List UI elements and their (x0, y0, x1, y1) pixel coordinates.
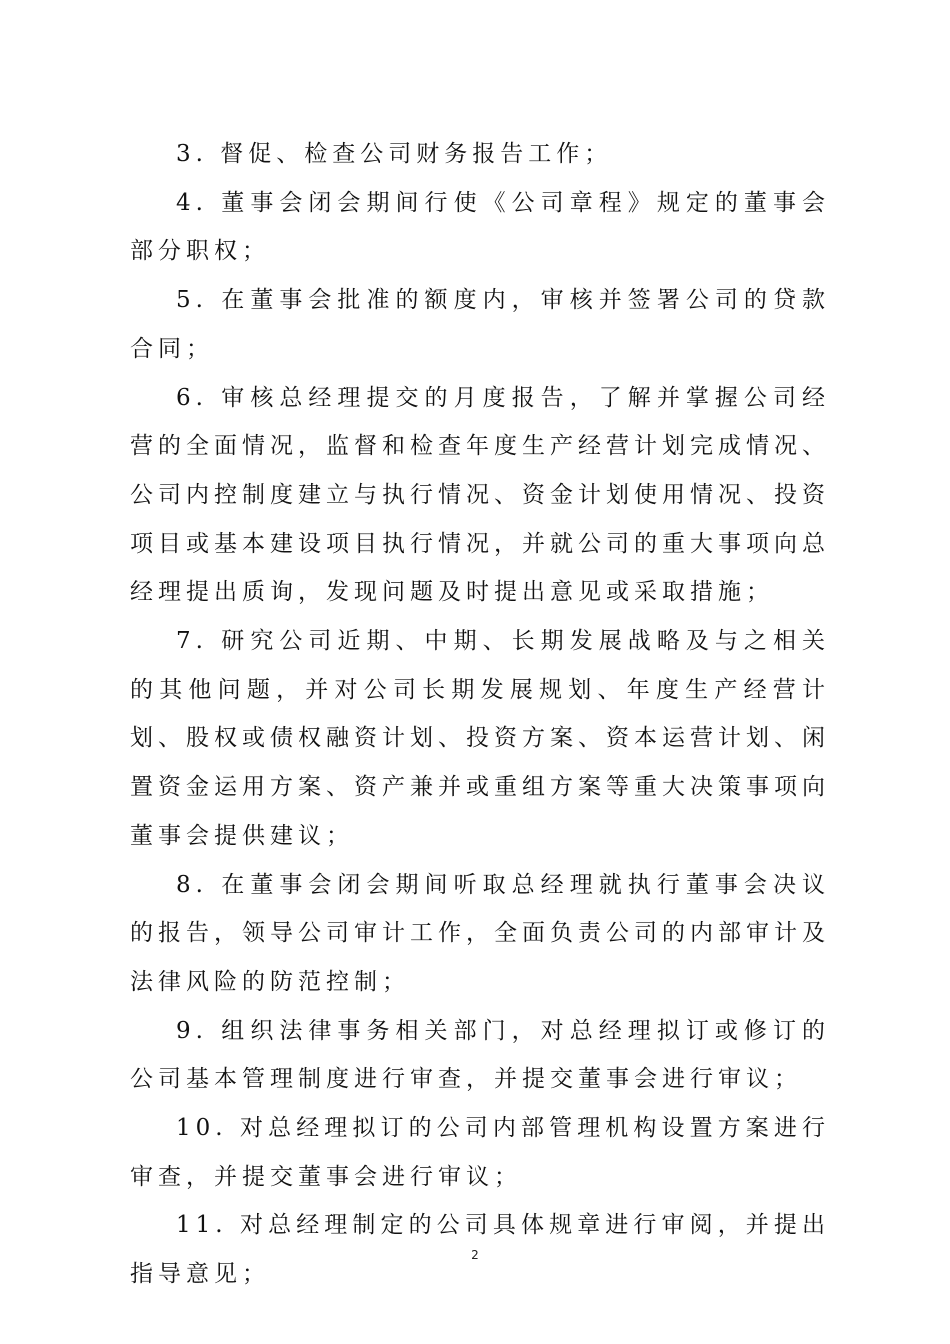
paragraph-item-7: 7. 研究公司近期、中期、长期发展战略及与之相关的其他问题，并对公司长期发展规划、年度生产经营计划、股权或债权融资计划、投资方案、资本运营计划、闲置资金运用方案、资产兼并或重组方案等重大决策事项向董事会提供建议； (130, 628, 830, 849)
paragraph-item-11: 11. 对总经理制定的公司具体规章进行审阅，并提出指导意见； (130, 1212, 830, 1288)
paragraph-item-3: 3. 督促、检查公司财务报告工作； (176, 141, 613, 167)
document-body (130, 130, 830, 1299)
paragraph-item-5: 5. 在董事会批准的额度内，审核并签署公司的贷款合同； (130, 287, 830, 362)
paragraph-item-9: 9. 组织法律事务相关部门，对总经理拟订或修订的公司基本管理制度进行审查，并提交董事会进行审议； (130, 1017, 830, 1093)
paragraph-item-8: 8. 在董事会闭会期间听取总经理就执行董事会决议的报告，领导公司审计工作，全面负责公司的内部审计及法律风险的防范控制； (130, 871, 830, 995)
paragraph-item-4: 4. 董事会闭会期间行使《公司章程》规定的董事会部分职权； (130, 189, 830, 265)
paragraph-item-6: 6. 审核总经理提交的月度报告，了解并掌握公司经营的全面情况，监督和检查年度生产经营计划完成情况、公司内控制度建立与执行情况、资金计划使用情况、投资项目或基本建设项目执行情况，并就公司的重大事项向总经理提出质询，发现问题及时提出意见或采取措施； (130, 384, 830, 606)
page-number: 2 (471, 1248, 479, 1262)
paragraph-item-10: 10. 对总经理拟订的公司内部管理机构设置方案进行审查，并提交董事会进行审议； (130, 1115, 830, 1190)
